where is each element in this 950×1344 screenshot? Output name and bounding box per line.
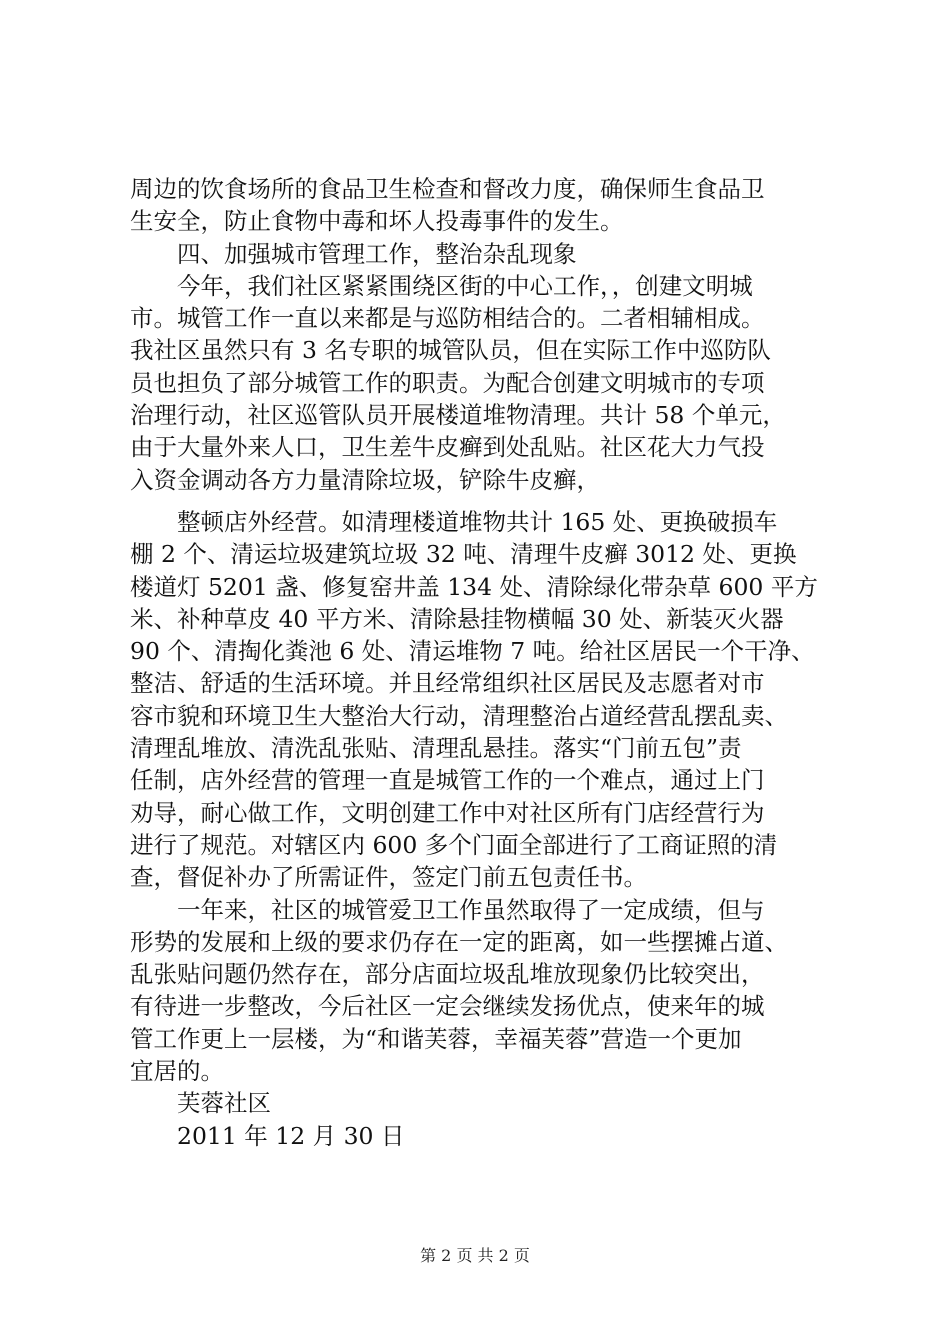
text-line: 形势的发展和上级的要求仍存在一定的距离，如一些摆摊占道、 bbox=[130, 927, 788, 956]
text-line: 周边的饮食场所的食品卫生检查和督改力度，确保师生食品卫 bbox=[130, 175, 765, 203]
text-line: 容市貌和环境卫生大整治大行动，清理整治占道经营乱摆乱卖、 bbox=[130, 701, 788, 730]
page-number-footer: 第 2 页 共 2 页 bbox=[420, 1246, 530, 1265]
text-line: 楼道灯 5201 盏、修复窑井盖 134 处、清除绿化带杂草 600 平方 bbox=[130, 572, 818, 601]
text-line: 我社区虽然只有 3 名专职的城管队员，但在实际工作中巡防队 bbox=[130, 336, 771, 365]
text-line: 米、补种草皮 40 平方米、清除悬挂物横幅 30 处、新装灭火器 bbox=[130, 604, 784, 633]
text-line: 一年来，社区的城管爱卫工作虽然取得了一定成绩，但与 bbox=[177, 895, 765, 924]
text-line: 市。城管工作一直以来都是与巡防相结合的。二者相辅相成。 bbox=[130, 304, 765, 333]
text-line: 员也担负了部分城管工作的职责。为配合创建文明城市的专项 bbox=[130, 368, 765, 397]
text-line: 劝导，耐心做工作，文明创建工作中对社区所有门店经营行为 bbox=[130, 798, 765, 827]
text-line: 查，督促补办了所需证件，签定门前五包责任书。 bbox=[130, 863, 647, 892]
text-line: 清理乱堆放、清洗乱张贴、清理乱悬挂。落实“门前五包”责 bbox=[130, 734, 742, 763]
text-line: 管工作更上一层楼，为“和谐芙蓉，幸福芙蓉”营造一个更加 bbox=[130, 1024, 742, 1053]
text-line: 今年，我们社区紧紧围绕区街的中心工作，，创建文明城 bbox=[177, 271, 753, 300]
text-line: 90 个、清掏化粪池 6 处、清运堆物 7 吨。给社区居民一个干净、 bbox=[130, 637, 815, 666]
text-line: 整顿店外经营。如清理楼道堆物共计 165 处、更换破损车 bbox=[177, 507, 778, 536]
text-line: 乱张贴问题仍然存在，部分店面垃圾乱堆放现象仍比较突出， bbox=[130, 960, 765, 989]
text-line: 进行了规范。对辖区内 600 多个门面全部进行了工商证照的清 bbox=[130, 830, 778, 859]
signature-organization: 芙蓉社区 bbox=[177, 1089, 271, 1118]
text-line: 棚 2 个、清运垃圾建筑垃圾 32 吨、清理牛皮癣 3012 处、更换 bbox=[130, 540, 797, 569]
text-line: 治理行动，社区巡管队员开展楼道堆物清理。共计 58 个单元， bbox=[130, 401, 786, 430]
text-line: 生安全，防止食物中毒和坏人投毒事件的发生。 bbox=[130, 207, 624, 236]
section-heading: 四、加强城市管理工作，整治杂乱现象 bbox=[177, 239, 577, 268]
text-line: 整洁、舒适的生活环境。并且经常组织社区居民及志愿者对市 bbox=[130, 669, 765, 698]
document-body bbox=[130, 173, 830, 1152]
text-line: 有待进一步整改，今后社区一定会继续发扬优点，使来年的城 bbox=[130, 992, 765, 1021]
text-line: 入资金调动各方力量清除垃圾，铲除牛皮癣， bbox=[130, 465, 600, 494]
signature-date: 2011 年 12 月 30 日 bbox=[177, 1121, 405, 1150]
text-line: 由于大量外来人口，卫生差牛皮癣到处乱贴。社区花大力气投 bbox=[130, 433, 765, 462]
text-line: 宜居的。 bbox=[130, 1057, 224, 1086]
text-line: 任制，店外经营的管理一直是城管工作的一个难点，通过上门 bbox=[130, 766, 765, 795]
